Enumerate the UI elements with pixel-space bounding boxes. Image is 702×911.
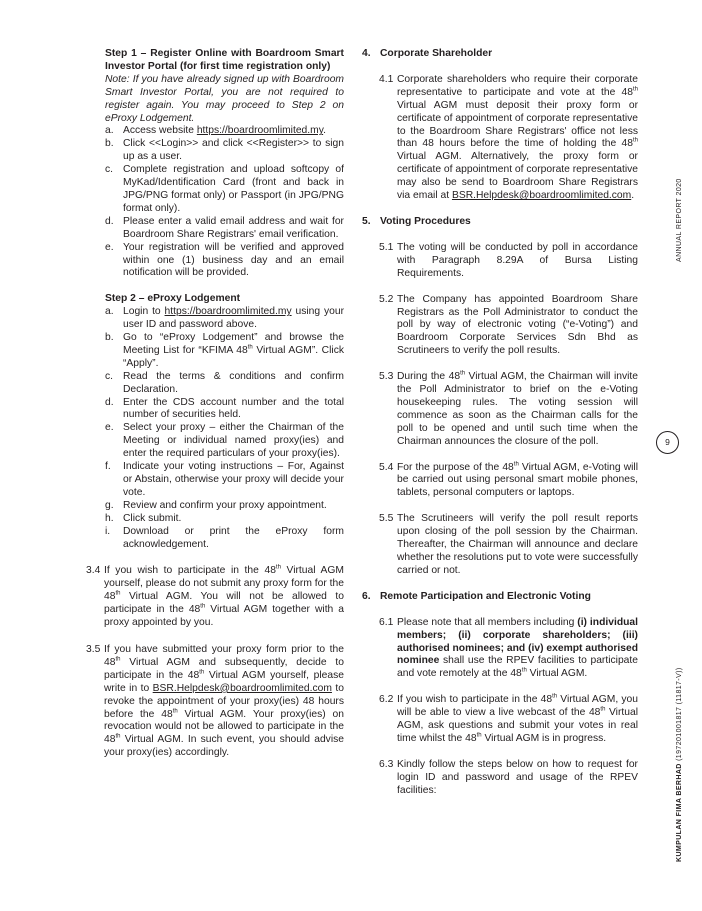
paragraph-5-2 (362, 294, 638, 359)
list-item (86, 306, 344, 332)
list-text: Enter the CDS account number and the total number of securities held. (123, 396, 344, 421)
paragraph-6-1 (362, 617, 638, 682)
paragraph-text: Please note that all members including (i) individual members; (ii) corporate shareholders; (iii) authorised nominees; and (iv) exempt authorised nominee shall use the RPEV facilities to participate and vote remotely at the 48th Virtual AGM. (397, 616, 638, 680)
list-text: Login to https://boardroomlimited.my using your user ID and password above. (123, 306, 344, 331)
list-text: Read the terms & conditions and confirm Declaration. (123, 370, 344, 395)
list-item (86, 461, 344, 500)
paragraph-text: For the purpose of the 48th Virtual AGM, e-Voting will be carried out using personal smart mobile phones, tablets, personal computers or laptops. (397, 461, 638, 499)
paragraph-text: The Scrutineers will verify the poll result reports upon closing of the poll session by the Chairman. Thereafter, the Chairman will announce and declare whether the resolutions put to vote were successfully carried or not. (397, 513, 638, 576)
list-marker: c. (105, 164, 114, 176)
list-text: Review and confirm your proxy appointment. (123, 499, 327, 511)
paragraph-text: During the 48th Virtual AGM, the Chairman will invite the Poll Administrator to brief on the e-Voting housekeeping rules. The voting session will commence as soon as the Chairman calls for the poll to be opened and until such time when the Chairman announces the closure of the poll. (397, 370, 638, 447)
list-marker: e. (105, 241, 114, 253)
list-marker: d. (105, 396, 114, 408)
paragraph-text: If you wish to participate in the 48th Virtual AGM yourself, please do not submit any proxy form for the 48th Virtual AGM. You will not be allowed to participate in the 48th Virtual AGM together with a proxy appointed by you. (104, 565, 345, 629)
paragraph-text: The Company has appointed Boardroom Share Registrars as the Poll Administrator to conduct the poll by way of electronic voting (“e-Voting”) and Boardroom Corporate Services Sdn Bhd as Scrutineers to verify the poll results. (397, 293, 638, 357)
list-text: Click <<Login>> and click <<Register>> to sign up as a user. (123, 138, 344, 163)
paragraph-number: 6.2 (379, 694, 394, 706)
paragraph-number: 5.5 (379, 513, 394, 525)
paragraph-text: Corporate shareholders who require their corporate representative to participate and vote at the 48th Virtual AGM must deposit their proxy form or certificate of appointment of corporate representative to the Boardroom Share Registrars' office not less than 48 hours before the time of holding the 48th Virtual AGM. Alternatively, the proxy form or certificate of appointment of corporate representative may also be send to Boardroom Share Registrars via email at BSR.Helpdesk@boardroomlimited.com. (397, 73, 638, 202)
paragraph-text: If you have submitted your proxy form prior to the 48th Virtual AGM and subsequently, decide to participate in the 48th Virtual AGM yourself, please write in to BSR.Helpdesk@boardroomlimited.com to revoke the appointment of your proxy(ies) 48 hours before the 48th Virtual AGM. Your proxy(ies) on revocation would not be allowed to participate in the 48th Virtual AGM. In such event, you should advise your proxy(ies) accordingly. (104, 643, 345, 759)
list-item (86, 138, 344, 164)
step1-title: Step 1 – Register Online with Boardroom Smart Investor Portal (for first time registration only) (105, 48, 344, 72)
list-item (86, 422, 344, 461)
list-marker: a. (105, 125, 114, 137)
list-marker: b. (105, 332, 114, 344)
list-marker: e. (105, 422, 114, 434)
list-item (86, 500, 344, 513)
paragraph-6-2 (362, 694, 638, 746)
list-text: Click submit. (123, 512, 182, 524)
paragraph-number: 5.3 (379, 371, 394, 383)
list-marker: b. (105, 138, 114, 150)
paragraph-number: 5.4 (379, 461, 394, 473)
paragraph-number: 6.1 (379, 616, 394, 628)
list-marker: g. (105, 499, 114, 511)
paragraph-5-5 (362, 513, 638, 578)
section-5-heading: 5. Voting Procedures (362, 215, 471, 227)
list-item (86, 164, 344, 216)
paragraph-text: The voting will be conducted by poll in accordance with Paragraph 8.29A of Bursa Listing Requirements. (397, 241, 638, 279)
list-marker: i. (105, 525, 111, 537)
list-text: Select your proxy – either the Chairman of the Meeting or individual named proxy(ies) and enter the required particulars of your proxy(ies). (123, 422, 344, 460)
page-number: 9 (656, 431, 679, 454)
annual-report-label: ANNUAL REPORT 2020 (676, 178, 683, 262)
right-column (362, 48, 638, 798)
paragraph-5-4 (362, 462, 638, 501)
email-link[interactable]: BSR.Helpdesk@boardroomlimited.com (451, 190, 632, 202)
list-item (86, 216, 344, 242)
paragraph-number: 5.2 (379, 293, 394, 305)
step2-title: Step 2 – eProxy Lodgement (105, 293, 241, 305)
paragraph-6-3 (362, 759, 638, 798)
list-text: Complete registration and upload softcopy of MyKad/Identification Card (front and back in JPG/PNG format only) or Passport (in JPG/PNG format only). (123, 164, 344, 214)
list-text: Your registration will be verified and approved within one (1) business day and an email notification will be provided. (123, 241, 344, 279)
paragraph-text: Kindly follow the steps below on how to request for login ID and password and usage of the RPEV facilities: (397, 758, 638, 796)
email-link[interactable]: BSR.Helpdesk@boardroomlimited.com (152, 682, 332, 694)
list-item (86, 125, 344, 138)
section-4-heading: 4. Corporate Shareholder (362, 48, 493, 59)
list-text: Go to “eProxy Lodgement” and browse the Meeting List for “KFIMA 48th Virtual AGM”. Click “Apply”. (123, 332, 344, 369)
list-marker: h. (105, 512, 114, 524)
list-marker: a. (105, 306, 114, 318)
website-link[interactable]: https://boardroomlimited.my (196, 125, 324, 137)
paragraph-5-1 (362, 242, 638, 281)
list-marker: d. (105, 215, 114, 227)
list-marker: f. (105, 461, 111, 473)
list-marker: c. (105, 370, 114, 382)
list-item (86, 371, 344, 397)
paragraph-number: 6.3 (379, 758, 394, 770)
left-column (86, 48, 344, 760)
list-text: Download or print the eProxy form acknowledgement. (123, 525, 344, 550)
list-item (86, 397, 344, 423)
paragraph-text: If you wish to participate in the 48th Virtual AGM, you will be able to view a live webcast of the 48th Virtual AGM, ask questions and submit your votes in real time whilst the 48th Virtual AGM is in progress. (397, 693, 638, 744)
paragraph-4-1 (362, 74, 638, 203)
list-text: Access website https://boardroomlimited.my. (123, 125, 326, 137)
website-link[interactable]: https://boardroomlimited.my (164, 306, 292, 318)
section-6-heading: 6. Remote Participation and Electronic Voting (362, 590, 591, 602)
paragraph-3-4 (86, 565, 344, 630)
list-text: Please enter a valid email address and wait for Boardroom Share Registrars' email verification. (123, 215, 344, 240)
paragraph-number: 5.1 (379, 241, 394, 253)
paragraph-5-3 (362, 371, 638, 448)
paragraph-number: 3.5 (86, 643, 101, 655)
list-item (86, 526, 344, 552)
list-item (86, 332, 344, 371)
list-item (86, 242, 344, 281)
step1-note: Note: If you have already signed up with Boardroom Smart Investor Portal, you are not required to register again. You may proceed to Step 2 on eProxy Lodgement. (105, 73, 344, 124)
paragraph-number: 3.4 (86, 565, 101, 577)
paragraph-3-5 (86, 644, 344, 760)
list-item (86, 513, 344, 526)
paragraph-number: 4.1 (379, 73, 394, 85)
company-name-label: KUMPULAN FIMA BERHAD (197201001817 (11817-V)) (676, 667, 683, 862)
list-text: Indicate your voting instructions – For, Against or Abstain, otherwise your proxy will decide your vote. (123, 461, 344, 498)
